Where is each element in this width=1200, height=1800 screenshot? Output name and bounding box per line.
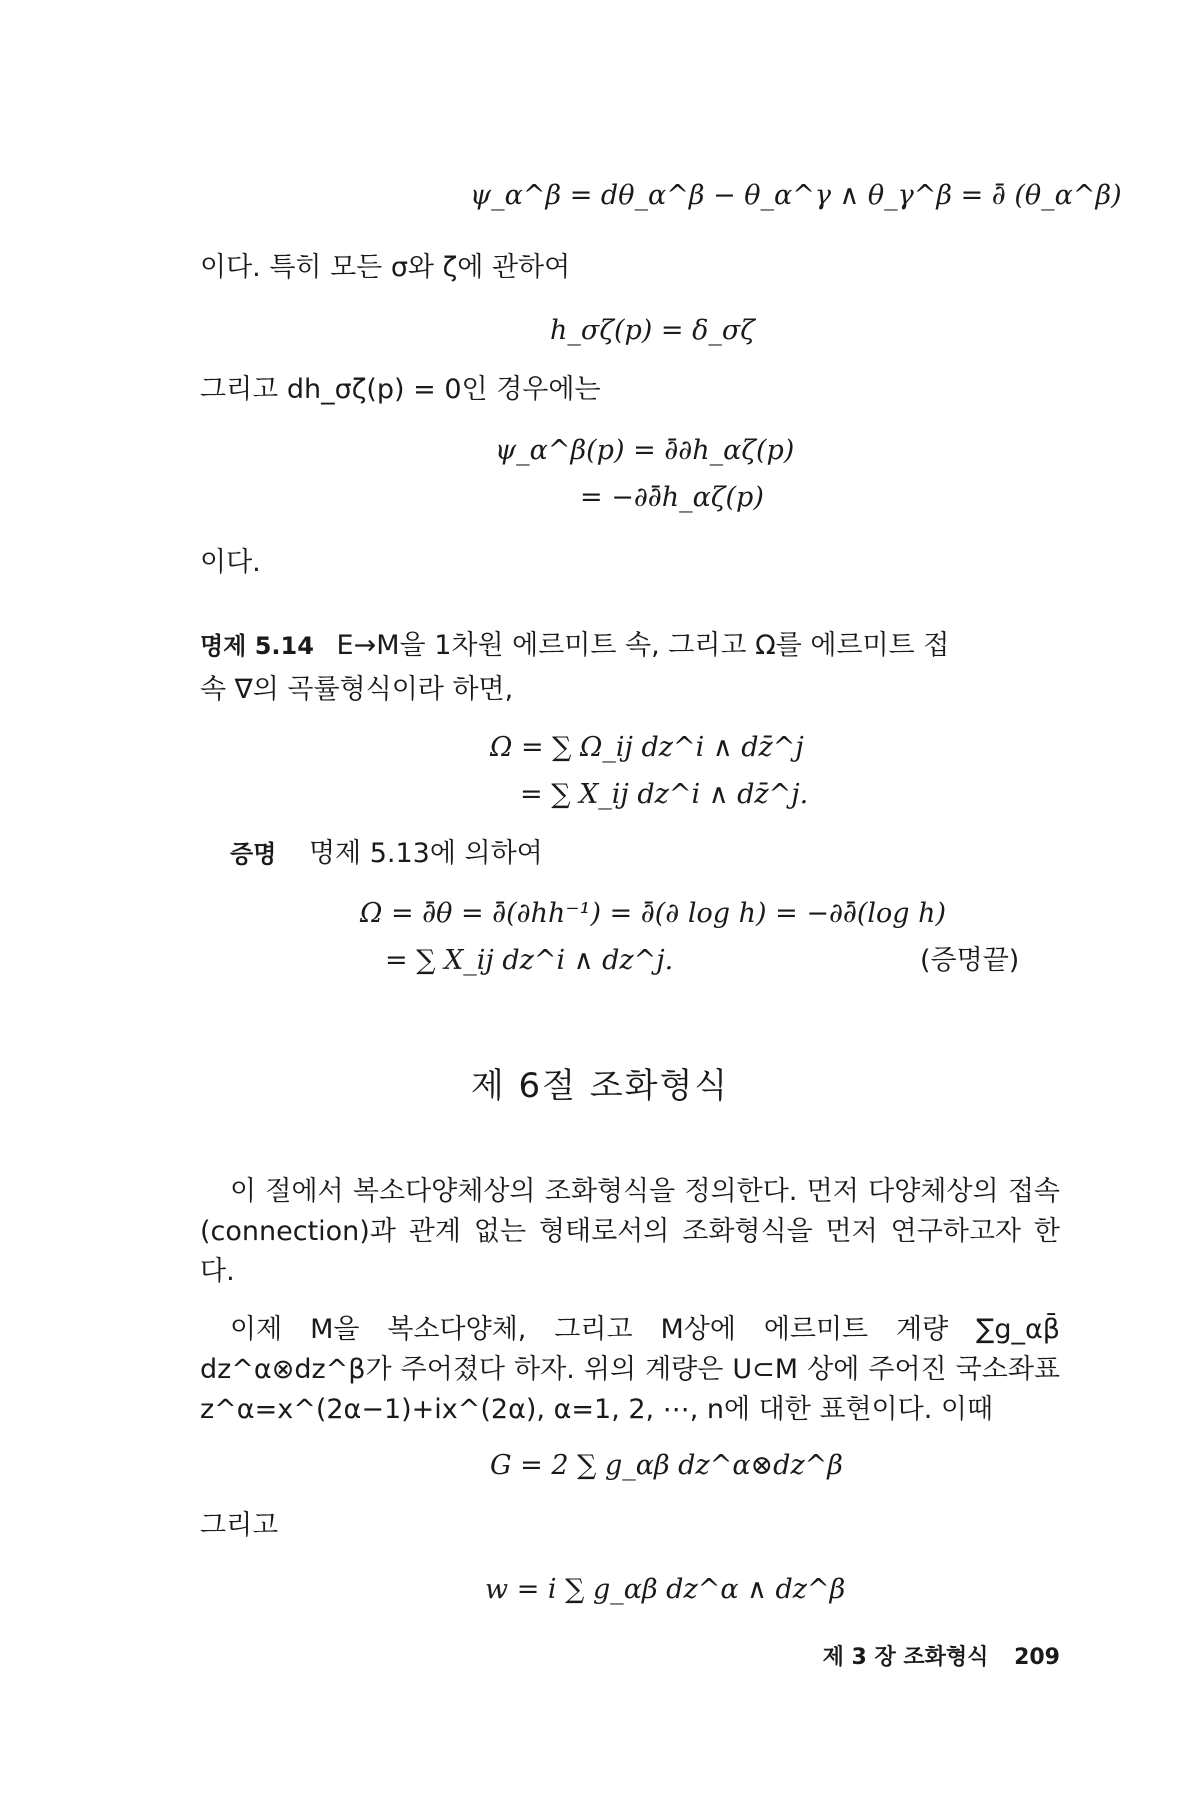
equation-psi-at-p: ψ_α^β(p) = ∂̄∂h_αζ(p) — [495, 435, 795, 466]
text-line-ida: 이다. — [200, 547, 261, 578]
equation-omega-derivation: Ω = ∂̄θ = ∂̄(∂hh⁻¹) = ∂̄(∂ log h) = −∂∂̄(log h) — [360, 898, 947, 929]
equation-omega-sum-continued: = ∑ X_ij dz^i ∧ dz̄^j. — [520, 779, 809, 810]
page-number: 209 — [1014, 1645, 1060, 1670]
qed-mark: (증명끝) — [920, 945, 1020, 976]
equation-omega-sum: Ω = ∑ Ω_ij dz^i ∧ dz̄^j — [490, 732, 804, 763]
footer-chapter: 제 3 장 조화형식 — [822, 1645, 989, 1670]
proof-label: 증명 — [230, 840, 277, 868]
equation-h-delta: h_σζ(p) = δ_σζ — [550, 315, 755, 346]
proposition-5-14-line-1 — [200, 628, 1060, 664]
proposition-text-1: E→M을 1차원 에르미트 속, 그리고 Ω를 에르미트 접 — [336, 630, 950, 661]
paragraph-metric: 이제 M을 복소다양체, 그리고 M상에 에르미트 계량 ∑g_αβ̄ dz^α⊗dz^β가 주어졌다 하자. 위의 계량은 U⊂M 상에 주어진 국소좌표 z^α=x^(2α−1)+ix^(2α), α=1, 2, ⋯, n에 대한 표현이다. 이때 — [200, 1314, 1060, 1425]
proposition-label: 명제 5.14 — [200, 632, 314, 660]
text-line-geurigo: 그리고 — [200, 1510, 279, 1541]
equation-psi-definition: ψ_α^β = dθ_α^β − θ_α^γ ∧ θ_γ^β = ∂̄ (θ_α^β) — [470, 180, 1122, 211]
equation-G: G = 2 ∑ g_αβ dz^α⊗dz^β — [490, 1450, 843, 1481]
proposition-5-14-line-2: 속 ∇의 곡률형식이라 하면, — [200, 674, 514, 705]
text-line-dh-zero: 그리고 dh_σζ(p) = 0인 경우에는 — [200, 374, 601, 405]
proof-line — [230, 836, 543, 872]
equation-w: w = i ∑ g_αβ dz^α ∧ dz^β — [485, 1574, 846, 1605]
proof-text: 명제 5.13에 의하여 — [308, 838, 543, 869]
section-heading: 제 6절 조화형식 — [470, 1066, 730, 1106]
page-footer — [805, 1640, 1060, 1671]
text-line-sigma-zeta: 이다. 특히 모든 σ와 ζ에 관하여 — [200, 252, 571, 283]
equation-omega-derivation-continued: = ∑ X_ij dz^i ∧ dz^j. — [385, 945, 674, 976]
paragraph-intro: 이 절에서 복소다양체상의 조화형식을 정의한다. 먼저 다양체상의 접속(connection)과 관계 없는 형태로서의 조화형식을 먼저 연구하고자 한다. — [200, 1176, 1060, 1287]
equation-psi-at-p-continued: = −∂∂̄h_αζ(p) — [580, 482, 764, 513]
